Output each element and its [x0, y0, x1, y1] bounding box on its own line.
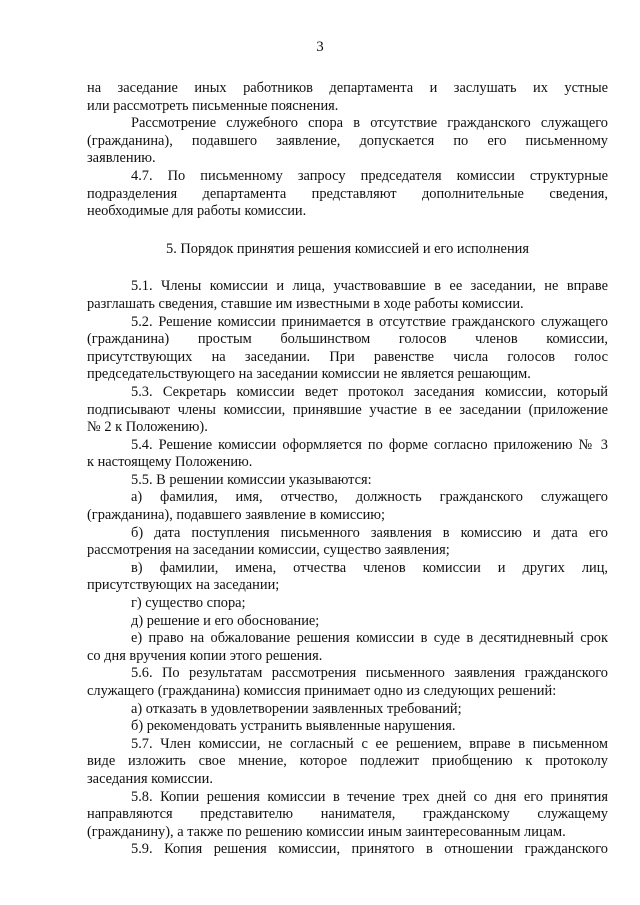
- text-line: председательствующего на заседании комиссии не является решающим.: [87, 366, 531, 383]
- text-line: 5.9. Копия решения комиссии, принятого в отношении гражданского: [131, 841, 608, 858]
- text-line: в) фамилии, имена, отчества членов комиссии и других лиц,: [131, 559, 608, 576]
- text-line: 5.6. По результатам рассмотрения письменного заявления гражданского: [131, 665, 608, 682]
- text-line: служащего (гражданина) комиссия принимает одно из следующих решений:: [87, 683, 557, 699]
- text-line: разглашать сведения, ставшие им известными в ходе работы комиссии.: [87, 295, 524, 312]
- text-line: 5.4. Решение комиссии оформляется по форме согласно приложению № 3: [131, 436, 608, 453]
- text-line: со дня вручения копии этого решения.: [87, 647, 323, 664]
- text-line: д) решение и его обоснование;: [131, 612, 320, 629]
- text-line: № 2 к Положению).: [87, 419, 208, 436]
- text-line: г) существо спора;: [131, 595, 246, 612]
- text-line: присутствующих на заседании;: [87, 577, 280, 594]
- text-line: (гражданину), а также по решению комиссии иным заинтересованным лицам.: [87, 823, 566, 840]
- text-line: 5.3. Секретарь комиссии ведет протокол заседания комиссии, который: [131, 383, 608, 400]
- text-line: подписывают члены комиссии, принявшие участие в ее заседании (приложение: [87, 401, 608, 418]
- text-line: Рассмотрение служебного спора в отсутствие гражданского служащего: [131, 115, 608, 132]
- section-heading: 5. Порядок принятия решения комиссией и его исполнения: [166, 240, 529, 257]
- text-line: подразделения департамента представляют дополнительные сведения,: [87, 185, 608, 202]
- text-line: или рассмотреть письменные пояснения.: [87, 97, 339, 114]
- text-line: присутствующих на заседании. При равенстве числа голосов голос: [87, 348, 608, 365]
- text-line: заявлению.: [87, 150, 156, 167]
- text-line: виде изложить свое мнение, которое подлежит приобщению к протоколу: [87, 753, 608, 770]
- text-line: а) отказать в удовлетворении заявленных требований;: [131, 700, 462, 717]
- text-line: 5.5. В решении комиссии указываются:: [131, 471, 372, 488]
- text-line: 5.8. Копии решения комиссии в течение трех дней со дня его принятия: [131, 788, 608, 805]
- text-line: заседания комиссии.: [87, 770, 213, 787]
- text-line: рассмотрения на заседании комиссии, существо заявления;: [87, 542, 450, 559]
- text-line: на заседание иных работников департамента и заслушать их устные: [87, 80, 608, 96]
- text-line: (гражданина), подавшего заявление, допускается по его письменному: [87, 132, 608, 149]
- text-line: 5.2. Решение комиссии принимается в отсутствие гражданского служащего: [131, 313, 608, 330]
- text-line: (гражданина), подавшего заявление в комиссию;: [87, 507, 386, 524]
- text-line: б) дата поступления письменного заявления в комиссию и дата его: [131, 524, 608, 541]
- text-line: 5.7. Член комиссии, не согласный с ее решением, вправе в письменном: [131, 735, 608, 752]
- text-line: е) право на обжалование решения комиссии в суде в десятидневный срок: [131, 630, 608, 647]
- text-line: а) фамилия, имя, отчество, должность гражданского служащего: [131, 489, 608, 506]
- page-number: 3: [316, 39, 324, 55]
- text-line: (гражданина) простым большинством голосов членов комиссии,: [87, 331, 608, 348]
- text-line: необходимые для работы комиссии.: [87, 203, 307, 220]
- text-line: 4.7. По письменному запросу председателя комиссии структурные: [131, 167, 608, 184]
- document-body: [87, 80, 608, 859]
- text-line: б) рекомендовать устранить выявленные нарушения.: [131, 718, 456, 735]
- text-line: направляются представителю нанимателя, гражданскому служащему: [87, 806, 608, 823]
- text-line: 5.1. Члены комиссии и лица, участвовавшие в ее заседании, не вправе: [131, 278, 608, 295]
- text-line: к настоящему Положению.: [87, 454, 253, 471]
